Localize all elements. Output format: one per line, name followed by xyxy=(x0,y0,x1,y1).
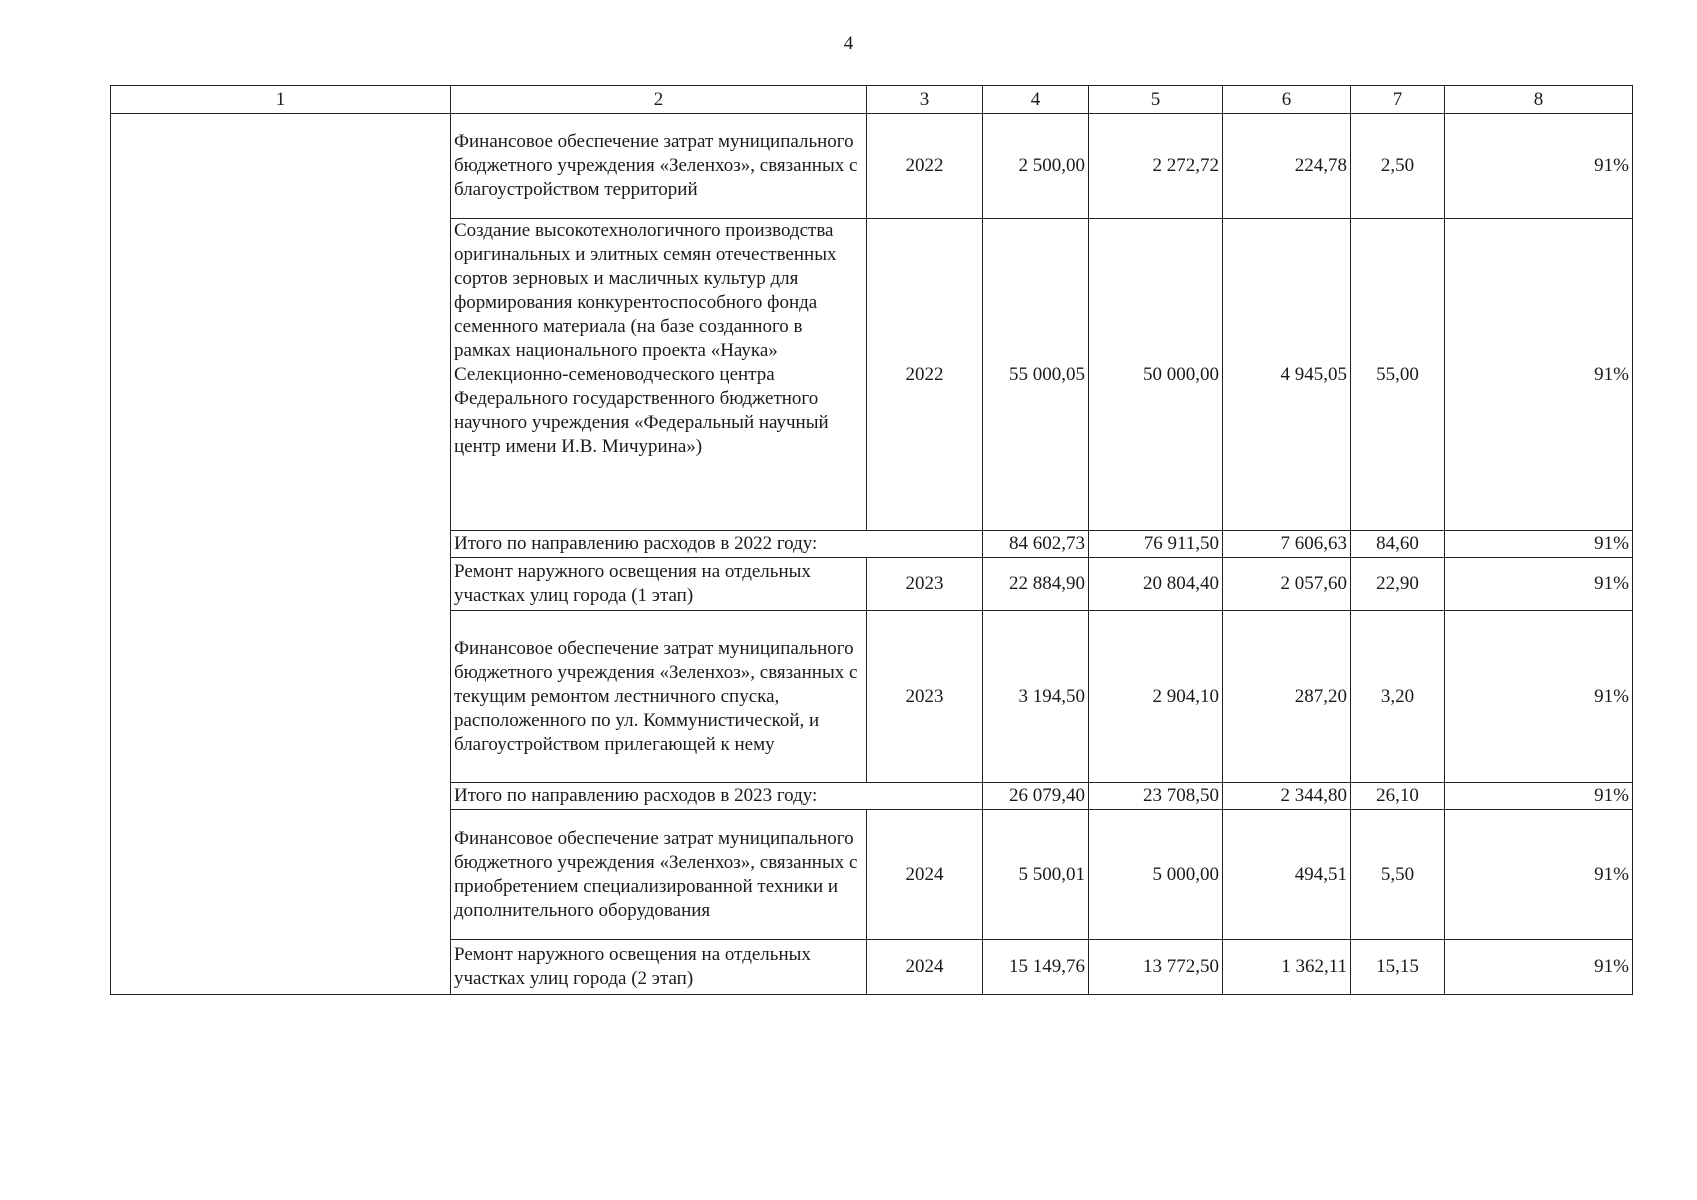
row-col6: 287,20 xyxy=(1223,611,1351,783)
row-description: Ремонт наружного освещения на отдельных участках улиц города (1 этап) xyxy=(451,558,867,611)
row-year: 2024 xyxy=(867,810,983,940)
total-label: Итого по направлению расходов в 2023 году: xyxy=(451,783,983,810)
total-col5: 23 708,50 xyxy=(1089,783,1223,810)
total-col6: 7 606,63 xyxy=(1223,531,1351,558)
row-col4: 2 500,00 xyxy=(983,114,1089,219)
row-col6: 224,78 xyxy=(1223,114,1351,219)
row-col6: 2 057,60 xyxy=(1223,558,1351,611)
row-year: 2022 xyxy=(867,114,983,219)
row-col4: 55 000,05 xyxy=(983,219,1089,531)
row-col5: 50 000,00 xyxy=(1089,219,1223,531)
table-row xyxy=(111,114,1633,219)
budget-table xyxy=(110,85,1633,995)
row-col8: 91% xyxy=(1445,611,1633,783)
row-col6: 4 945,05 xyxy=(1223,219,1351,531)
total-col7: 84,60 xyxy=(1351,531,1445,558)
column-header: 5 xyxy=(1089,86,1223,114)
row-year: 2023 xyxy=(867,611,983,783)
column-header: 6 xyxy=(1223,86,1351,114)
total-col4: 84 602,73 xyxy=(983,531,1089,558)
row-col7: 22,90 xyxy=(1351,558,1445,611)
column-header: 2 xyxy=(451,86,867,114)
row-col4: 3 194,50 xyxy=(983,611,1089,783)
row-col7: 55,00 xyxy=(1351,219,1445,531)
row-description: Ремонт наружного освещения на отдельных участках улиц города (2 этап) xyxy=(451,940,867,995)
row-description: Создание высокотехнологичного производства оригинальных и элитных семян отечественных сортов зерновых и масличных культур для формирования конкурентоспособного фонда семенного материала (на базе созданного в рамках национального проекта «Наука» Селекционно-семеноводческого центра Федерального государственного бюджетного научного учреждения «Федеральный научный центр имени И.В. Мичурина») xyxy=(451,219,867,531)
column-header: 1 xyxy=(111,86,451,114)
column-header: 7 xyxy=(1351,86,1445,114)
row-year: 2024 xyxy=(867,940,983,995)
page-number: 4 xyxy=(843,33,854,54)
row-col7: 5,50 xyxy=(1351,810,1445,940)
total-col8: 91% xyxy=(1445,531,1633,558)
row-col8: 91% xyxy=(1445,114,1633,219)
row-col5: 13 772,50 xyxy=(1089,940,1223,995)
row-col4: 15 149,76 xyxy=(983,940,1089,995)
row-col6: 1 362,11 xyxy=(1223,940,1351,995)
row-description: Финансовое обеспечение затрат муниципального бюджетного учреждения «Зеленхоз», связанных с текущим ремонтом лестничного спуска, расположенного по ул. Коммунистической, и благоустройством прилегающей к нему xyxy=(451,611,867,783)
row-col4: 22 884,90 xyxy=(983,558,1089,611)
row-description: Финансовое обеспечение затрат муниципального бюджетного учреждения «Зеленхоз», связанных с приобретением специализированной техники и дополнительного оборудования xyxy=(451,810,867,940)
row-col7: 3,20 xyxy=(1351,611,1445,783)
row-col8: 91% xyxy=(1445,940,1633,995)
total-col8: 91% xyxy=(1445,783,1633,810)
row-col7: 2,50 xyxy=(1351,114,1445,219)
row-col5: 2 904,10 xyxy=(1089,611,1223,783)
row-col5: 5 000,00 xyxy=(1089,810,1223,940)
total-col4: 26 079,40 xyxy=(983,783,1089,810)
header-row xyxy=(111,86,1633,114)
row-year: 2023 xyxy=(867,558,983,611)
row-col5: 20 804,40 xyxy=(1089,558,1223,611)
row-col5: 2 272,72 xyxy=(1089,114,1223,219)
row-col7: 15,15 xyxy=(1351,940,1445,995)
row-col8: 91% xyxy=(1445,558,1633,611)
total-col7: 26,10 xyxy=(1351,783,1445,810)
row-col6: 494,51 xyxy=(1223,810,1351,940)
column-header: 3 xyxy=(867,86,983,114)
row-col8: 91% xyxy=(1445,810,1633,940)
total-col6: 2 344,80 xyxy=(1223,783,1351,810)
column-header: 4 xyxy=(983,86,1089,114)
column-header: 8 xyxy=(1445,86,1633,114)
row-col4: 5 500,01 xyxy=(983,810,1089,940)
row-description: Финансовое обеспечение затрат муниципального бюджетного учреждения «Зеленхоз», связанных с благоустройством территорий xyxy=(451,114,867,219)
row-year: 2022 xyxy=(867,219,983,531)
total-col5: 76 911,50 xyxy=(1089,531,1223,558)
row-col8: 91% xyxy=(1445,219,1633,531)
total-label: Итого по направлению расходов в 2022 году: xyxy=(451,531,983,558)
empty-cell xyxy=(111,114,451,995)
